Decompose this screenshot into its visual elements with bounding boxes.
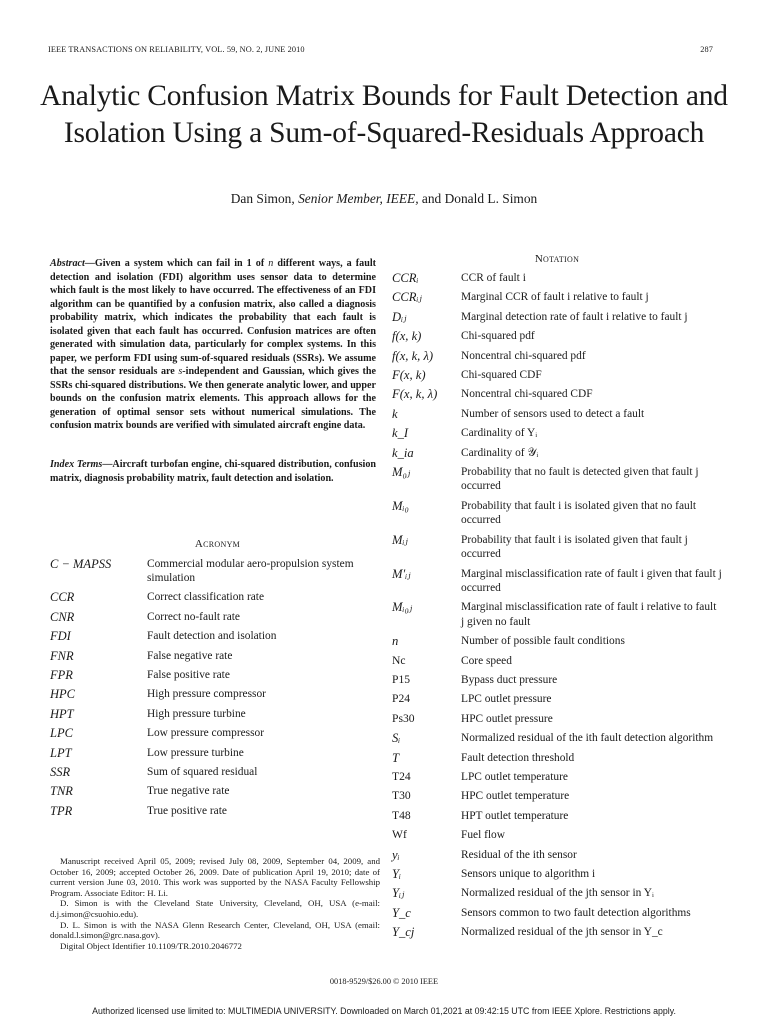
notation-row	[392, 925, 722, 939]
notation-definition: Marginal misclassification rate of fault i relative to fault j given no fault	[461, 601, 717, 628]
notation-definition: CCR of fault i	[461, 272, 526, 284]
notation-row	[392, 848, 722, 862]
notation-symbol: F(x, k)	[392, 368, 426, 383]
abstract-text-1: —Given a system which can fail in 1 of	[84, 258, 269, 269]
notation-symbol: f(x, k, λ)	[392, 348, 434, 363]
notation-row	[392, 600, 722, 629]
acronym-heading: Acronym	[194, 538, 241, 550]
abstract-var-s: s	[178, 366, 183, 377]
notation-symbol: Yᵢ	[392, 867, 401, 881]
notation-row	[392, 809, 722, 823]
acronym-term: FDI	[50, 629, 71, 644]
notation-symbol: yᵢ	[392, 847, 400, 862]
notation-symbol: M₀ⱼ	[392, 465, 411, 480]
notation-definition: Bypass duct pressure	[461, 673, 558, 686]
footnote-doi: Digital Object Identifier 10.1109/TR.2010.2046772	[60, 940, 242, 951]
acronym-term: CNR	[50, 609, 75, 624]
notation-symbol: Y_cj	[392, 925, 415, 940]
abstract-var-n: n	[268, 258, 274, 269]
notation-definition: Marginal detection rate of fault i relative to fault j	[461, 310, 688, 323]
notation-row	[392, 751, 722, 765]
acronym-row	[50, 784, 385, 798]
acronym-definition: True negative rate	[147, 785, 230, 798]
notation-definition: Probability that fault i is isolated given that fault j occurred	[461, 533, 688, 561]
acronym-definition: Fault detection and isolation	[147, 630, 277, 643]
notation-definition: Noncentral chi-squared pdf	[461, 349, 586, 362]
notation-definition: HPC outlet pressure	[461, 712, 553, 725]
acronym-definition: False negative rate	[147, 649, 233, 662]
acronym-term: FPR	[50, 667, 73, 682]
acronym-row	[50, 804, 385, 818]
notation-definition: HPC outlet temperature	[461, 790, 570, 803]
author-dan-simon: Dan Simon,	[230, 191, 295, 206]
notation-definition: Normalized residual of the jth sensor in Yᵢ	[461, 887, 654, 900]
notation-symbol: Mᵢ₀ⱼ	[392, 600, 413, 615]
acronym-definition: Correct classification rate	[147, 591, 265, 604]
acronym-row	[50, 668, 385, 682]
notation-row	[392, 673, 722, 687]
notation-symbol: n	[392, 634, 399, 649]
index-terms	[50, 458, 376, 485]
notation-row	[392, 290, 722, 304]
acronym-row	[50, 557, 385, 585]
acronym-row	[50, 707, 385, 721]
notation-row	[392, 731, 722, 745]
notation-symbol: Nc	[392, 653, 406, 667]
notation-row	[392, 789, 722, 803]
notation-definition: Fuel flow	[461, 829, 505, 842]
acronym-term: C − MAPSS	[50, 557, 112, 571]
notation-symbol: M′ᵢⱼ	[392, 566, 411, 581]
index-terms-text: —Aircraft turbofan engine, chi-squared distribution, confusion matrix, diagnosis probability matrix, fault detection and isolation.	[50, 459, 376, 484]
notation-symbol: T30	[392, 789, 411, 803]
abstract-label: Abstract	[50, 258, 85, 269]
author-donald-simon: Donald L. Simon	[444, 191, 538, 206]
footnote-manuscript: Manuscript received April 05, 2009; revised July 08, 2009, September 04, 2009, and October 16, 2009; accepted October 26, 2009. Date of publication April 19, 2010; date of current version June 03, 2010. This work was supported by the NASA Faculty Fellowship Program. Associate Editor: H. Li.	[50, 856, 380, 898]
notation-definition: HPT outlet temperature	[461, 809, 569, 822]
acronym-row	[50, 687, 385, 701]
acronym-definition: True positive rate	[147, 804, 227, 817]
copyright-line: 0018-9529/$26.00 © 2010 IEEE	[329, 977, 439, 986]
abstract-text-3: -independent and Gaussian, which gives the SSRs chi-squared distributions. We then generate analytic lower, and upper bounds on the confusion matrix elements. This approach allows for the generation of optimal sensor sets without numerical simulations. The confusion matrix bounds are verified with simulated aircraft engine data.	[50, 366, 376, 431]
notation-symbol: Wf	[392, 828, 407, 842]
abstract	[50, 257, 376, 433]
notation-definition: Probability that fault i is isolated given that no fault occurred	[461, 499, 697, 527]
author-conjunction: and	[421, 191, 442, 206]
notation-symbol: k_ia	[392, 445, 414, 460]
footnote-author2-affiliation: D. L. Simon is with the NASA Glenn Research Center, Cleveland, OH, USA (email: donald.l.simon@grc.nasa.gov).	[50, 919, 380, 941]
page-number: 287	[700, 45, 713, 54]
paper-title: Analytic Confusion Matrix Bounds for Fault Detection and Isolation Using a Sum-of-Squared-Residuals Approach	[40, 80, 728, 149]
acronym-row	[50, 726, 385, 740]
acronym-term: TNR	[50, 784, 73, 799]
notation-row	[392, 533, 722, 562]
notation-row	[392, 906, 722, 920]
notation-row	[392, 886, 722, 900]
notation-symbol: Dᵢⱼ	[392, 309, 407, 324]
notation-row	[392, 271, 722, 285]
notation-symbol: P15	[392, 672, 411, 686]
notation-symbol: Ps30	[392, 711, 415, 725]
notation-definition: LPC outlet temperature	[461, 770, 568, 783]
notation-definition: Probability that no fault is detected given that fault j occurred	[461, 466, 699, 493]
notation-symbol: T24	[392, 769, 411, 783]
notation-row	[392, 654, 722, 668]
acronym-row	[50, 590, 385, 604]
notation-symbol: Mᵢⱼ	[392, 532, 408, 547]
acronym-definition: High pressure compressor	[147, 688, 266, 701]
notation-row	[392, 329, 722, 343]
notation-row	[392, 387, 722, 401]
notation-row	[392, 828, 722, 842]
abstract-text-2: different ways, a fault detection and isolation (FDI) algorithm uses sensor data to determine which fault is the most likely to have occurred. The effectiveness of an FDI algorithm can be quantified by a confusion matrix, also called a diagnosis probability matrix, which indicates the probability that each fault is isolated given that each fault has occurred. Confusion matrices are often generated with simulation data, particularly for complex systems. In this paper, we perform FDI using sum-of-squared residuals (SSRs). We assume that the sensor residuals are	[50, 258, 376, 377]
author-line	[30, 191, 738, 207]
acronym-term: TPR	[50, 803, 73, 818]
running-header: IEEE TRANSACTIONS ON RELIABILITY, VOL. 59, NO. 2, JUNE 2010	[48, 45, 305, 54]
notation-definition: Number of possible fault conditions	[461, 635, 625, 648]
acronym-definition: Low pressure compressor	[147, 727, 265, 740]
notation-symbol: CCRᵢ	[392, 271, 419, 285]
acronym-row	[50, 610, 385, 624]
notation-definition: LPC outlet pressure	[461, 693, 552, 706]
acronym-definition: Low pressure turbine	[147, 746, 244, 759]
notation-definition: Residual of the ith sensor	[461, 848, 577, 861]
notation-symbol: Yᵢⱼ	[392, 886, 405, 901]
notation-definition: Noncentral chi-squared CDF	[461, 388, 593, 401]
notation-heading: Notation	[534, 253, 580, 265]
notation-list	[392, 271, 722, 945]
notation-row	[392, 446, 722, 460]
acronym-definition: Correct no-fault rate	[147, 610, 240, 623]
notation-symbol: P24	[392, 692, 411, 706]
notation-row	[392, 368, 722, 382]
notation-row	[392, 867, 722, 881]
notation-row	[392, 499, 722, 528]
acronym-term: LPC	[50, 726, 73, 741]
index-terms-label: Index Terms	[50, 459, 103, 470]
notation-symbol: k_I	[392, 426, 409, 441]
notation-row	[392, 634, 722, 648]
notation-definition: Fault detection threshold	[461, 751, 575, 764]
notation-definition: Chi-squared pdf	[461, 330, 535, 343]
notation-definition: Number of sensors used to detect a fault	[461, 407, 645, 420]
acronym-definition: False positive rate	[147, 668, 230, 681]
acronym-definition: High pressure turbine	[147, 707, 246, 720]
license-footer: Authorized licensed use limited to: MULTIMEDIA UNIVERSITY. Downloaded on March 01,2021 at 09:42:15 UTC from IEEE Xplore. Restrictions apply.	[92, 1006, 676, 1016]
notation-definition: Marginal misclassification rate of fault i given that fault j occurred	[461, 567, 722, 594]
notation-definition: Normalized residual of the ith fault detection algorithm	[461, 732, 714, 745]
acronym-row	[50, 746, 385, 760]
notation-symbol: T	[392, 750, 400, 765]
notation-symbol: Y_c	[392, 905, 411, 920]
notation-definition: Cardinality of 𝒴ᵢ	[461, 446, 539, 459]
acronym-term: SSR	[50, 764, 71, 779]
notation-row	[392, 692, 722, 706]
notation-symbol: T48	[392, 808, 411, 822]
acronym-row	[50, 629, 385, 643]
acronym-list	[50, 557, 385, 823]
notation-symbol: Sᵢ	[392, 731, 401, 746]
acronym-definition: Sum of squared residual	[147, 765, 258, 778]
notation-row	[392, 465, 722, 494]
notation-row	[392, 770, 722, 784]
acronym-term: HPT	[50, 706, 74, 721]
notation-row	[392, 567, 722, 596]
acronym-row	[50, 765, 385, 779]
notation-row	[392, 310, 722, 324]
notation-row	[392, 349, 722, 363]
acronym-term: CCR	[50, 590, 75, 605]
notation-symbol: F(x, k, λ)	[392, 387, 438, 402]
notation-definition: Sensors unique to algorithm i	[461, 868, 596, 880]
footnote	[50, 856, 380, 951]
notation-symbol: f(x, k)	[392, 329, 422, 344]
notation-symbol: k	[392, 406, 398, 421]
acronym-definition: Commercial modular aero-propulsion system simulation	[147, 558, 354, 584]
notation-symbol: Mᵢ₀	[392, 498, 409, 513]
notation-definition: Chi-squared CDF	[461, 369, 542, 382]
notation-definition: Cardinality of Yᵢ	[461, 427, 538, 440]
notation-symbol: CCRᵢⱼ	[392, 290, 422, 305]
notation-definition: Marginal CCR of fault i relative to fault j	[461, 291, 649, 304]
notation-definition: Normalized residual of the jth sensor in Y_c	[461, 926, 663, 939]
acronym-row	[50, 649, 385, 663]
acronym-term: HPC	[50, 687, 75, 702]
notation-row	[392, 407, 722, 421]
acronym-term: FNR	[50, 648, 74, 663]
footnote-author1-affiliation: D. Simon is with the Cleveland State University, Cleveland, OH, USA (e-mail: d.j.simon@csuohio.edu).	[50, 898, 380, 919]
notation-row	[392, 426, 722, 440]
notation-row	[392, 712, 722, 726]
notation-definition: Sensors common to two fault detection algorithms	[461, 906, 691, 919]
author-role: Senior Member, IEEE,	[298, 191, 419, 206]
acronym-term: LPT	[50, 745, 72, 760]
notation-definition: Core speed	[461, 654, 512, 667]
